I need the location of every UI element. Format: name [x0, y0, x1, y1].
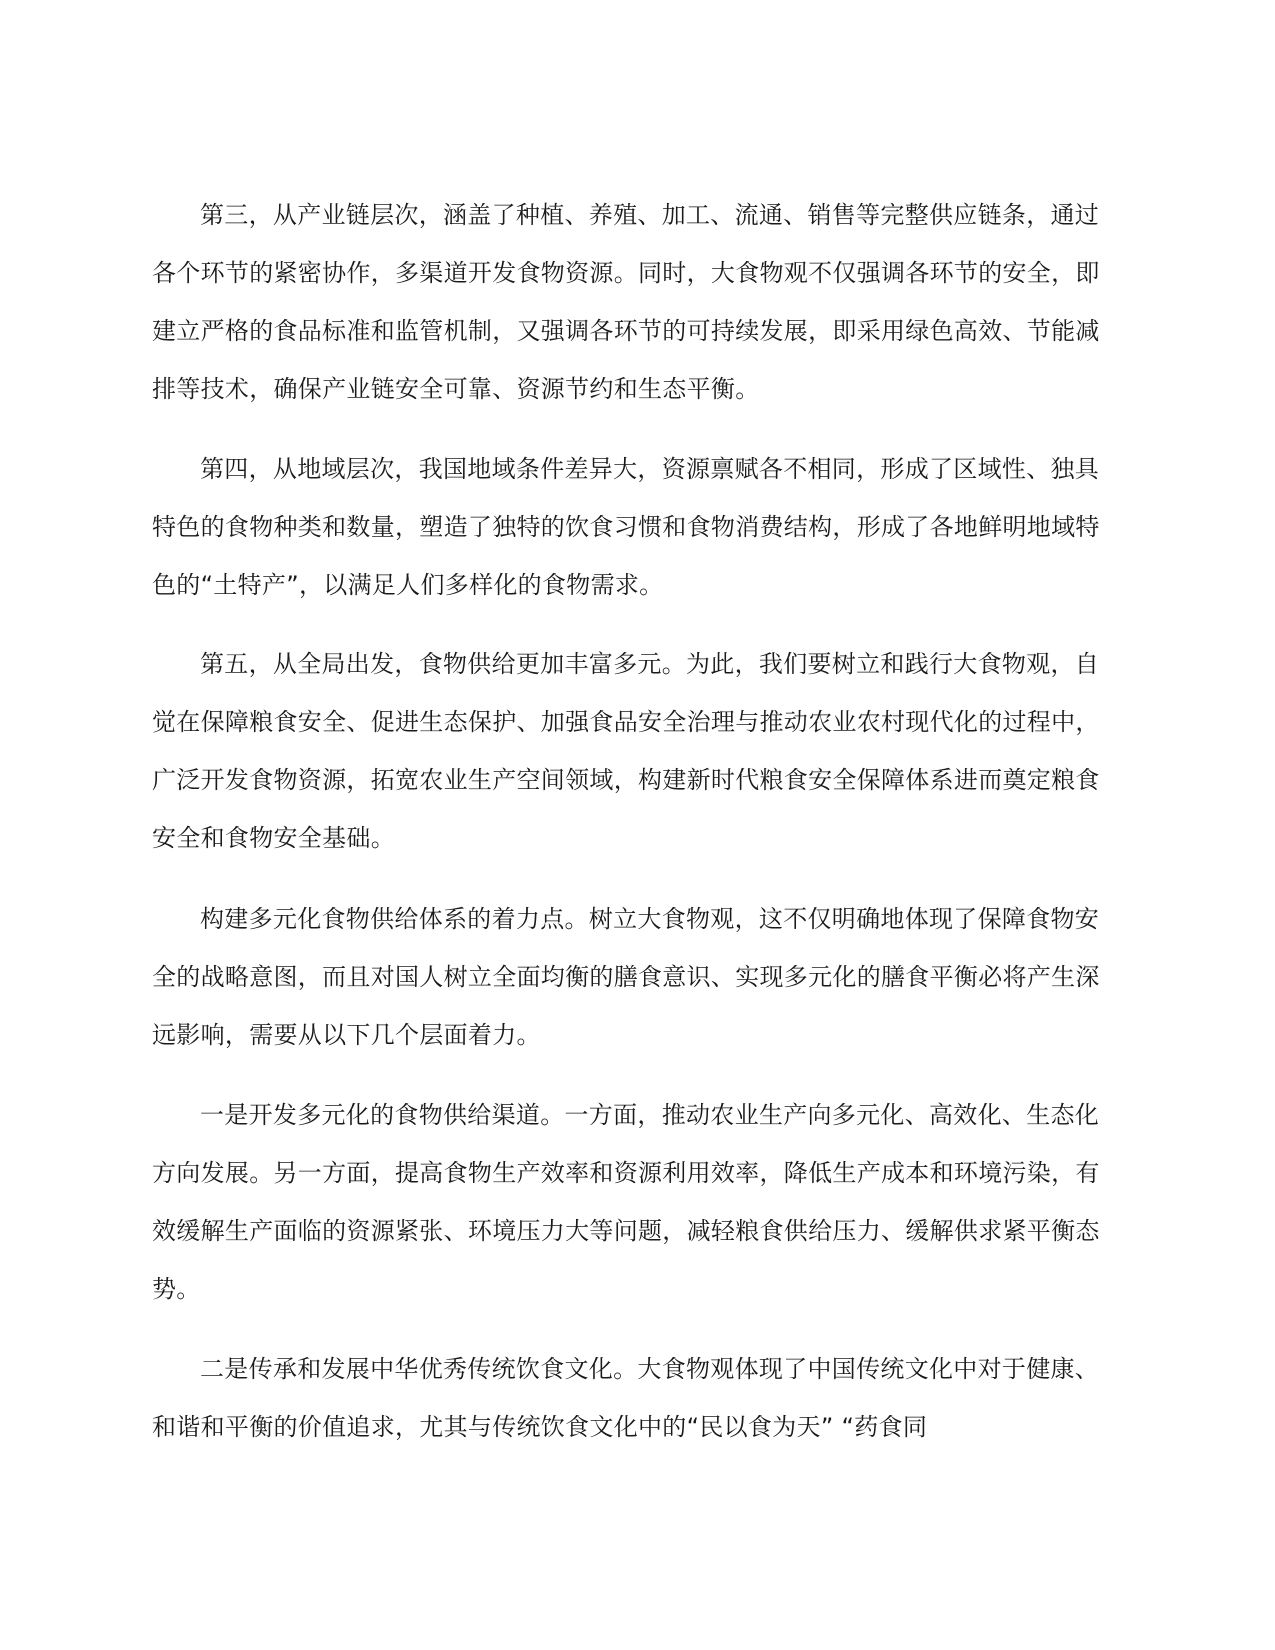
paragraph-fifth-overall: 第五，从全局出发，食物供给更加丰富多元。为此，我们要树立和践行大食物观，自觉在保障粮食安全、促进生态保护、加强食品安全治理与推动农业农村现代化的过程中，广泛开发食物资源，拓宽农业生产空间领域，构建新时代粮食安全保障体系进而奠定粮食安全和食物安全基础。 — [152, 650, 1100, 852]
paragraph-focus-points: 构建多元化食物供给体系的着力点。树立大食物观，这不仅明确地体现了保障食物安全的战略意图，而且对国人树立全面均衡的膳食意识、实现多元化的膳食平衡必将产生深远影响，需要从以下几个层面着力。 — [152, 905, 1100, 1049]
paragraph-supply-channels: 一是开发多元化的食物供给渠道。一方面，推动农业生产向多元化、高效化、生态化方向发展。另一方面，提高食物生产效率和资源利用效率，降低生产成本和环境污染，有效缓解生产面临的资源紧张、环境压力大等问题，减轻粮食供给压力、缓解供求紧平衡态势。 — [152, 1101, 1100, 1303]
paragraph-fourth-regional: 第四，从地域层次，我国地域条件差异大，资源禀赋各不相同，形成了区域性、独具特色的食物种类和数量，塑造了独特的饮食习惯和食物消费结构，形成了各地鲜明地域特色的“土特产”，以满足人们多样化的食物需求。 — [152, 455, 1100, 599]
paragraph-food-culture: 二是传承和发展中华优秀传统饮食文化。大食物观体现了中国传统文化中对于健康、和谐和平衡的价值追求，尤其与传统饮食文化中的“民以食为天” “药食同 — [152, 1355, 1100, 1441]
paragraph-third-industry-chain: 第三，从产业链层次，涵盖了种植、养殖、加工、流通、销售等完整供应链条，通过各个环节的紧密协作，多渠道开发食物资源。同时，大食物观不仅强调各环节的安全，即建立严格的食品标准和监管机制，又强调各环节的可持续发展，即采用绿色高效、节能减排等技术，确保产业链安全可靠、资源节约和生态平衡。 — [152, 201, 1100, 403]
